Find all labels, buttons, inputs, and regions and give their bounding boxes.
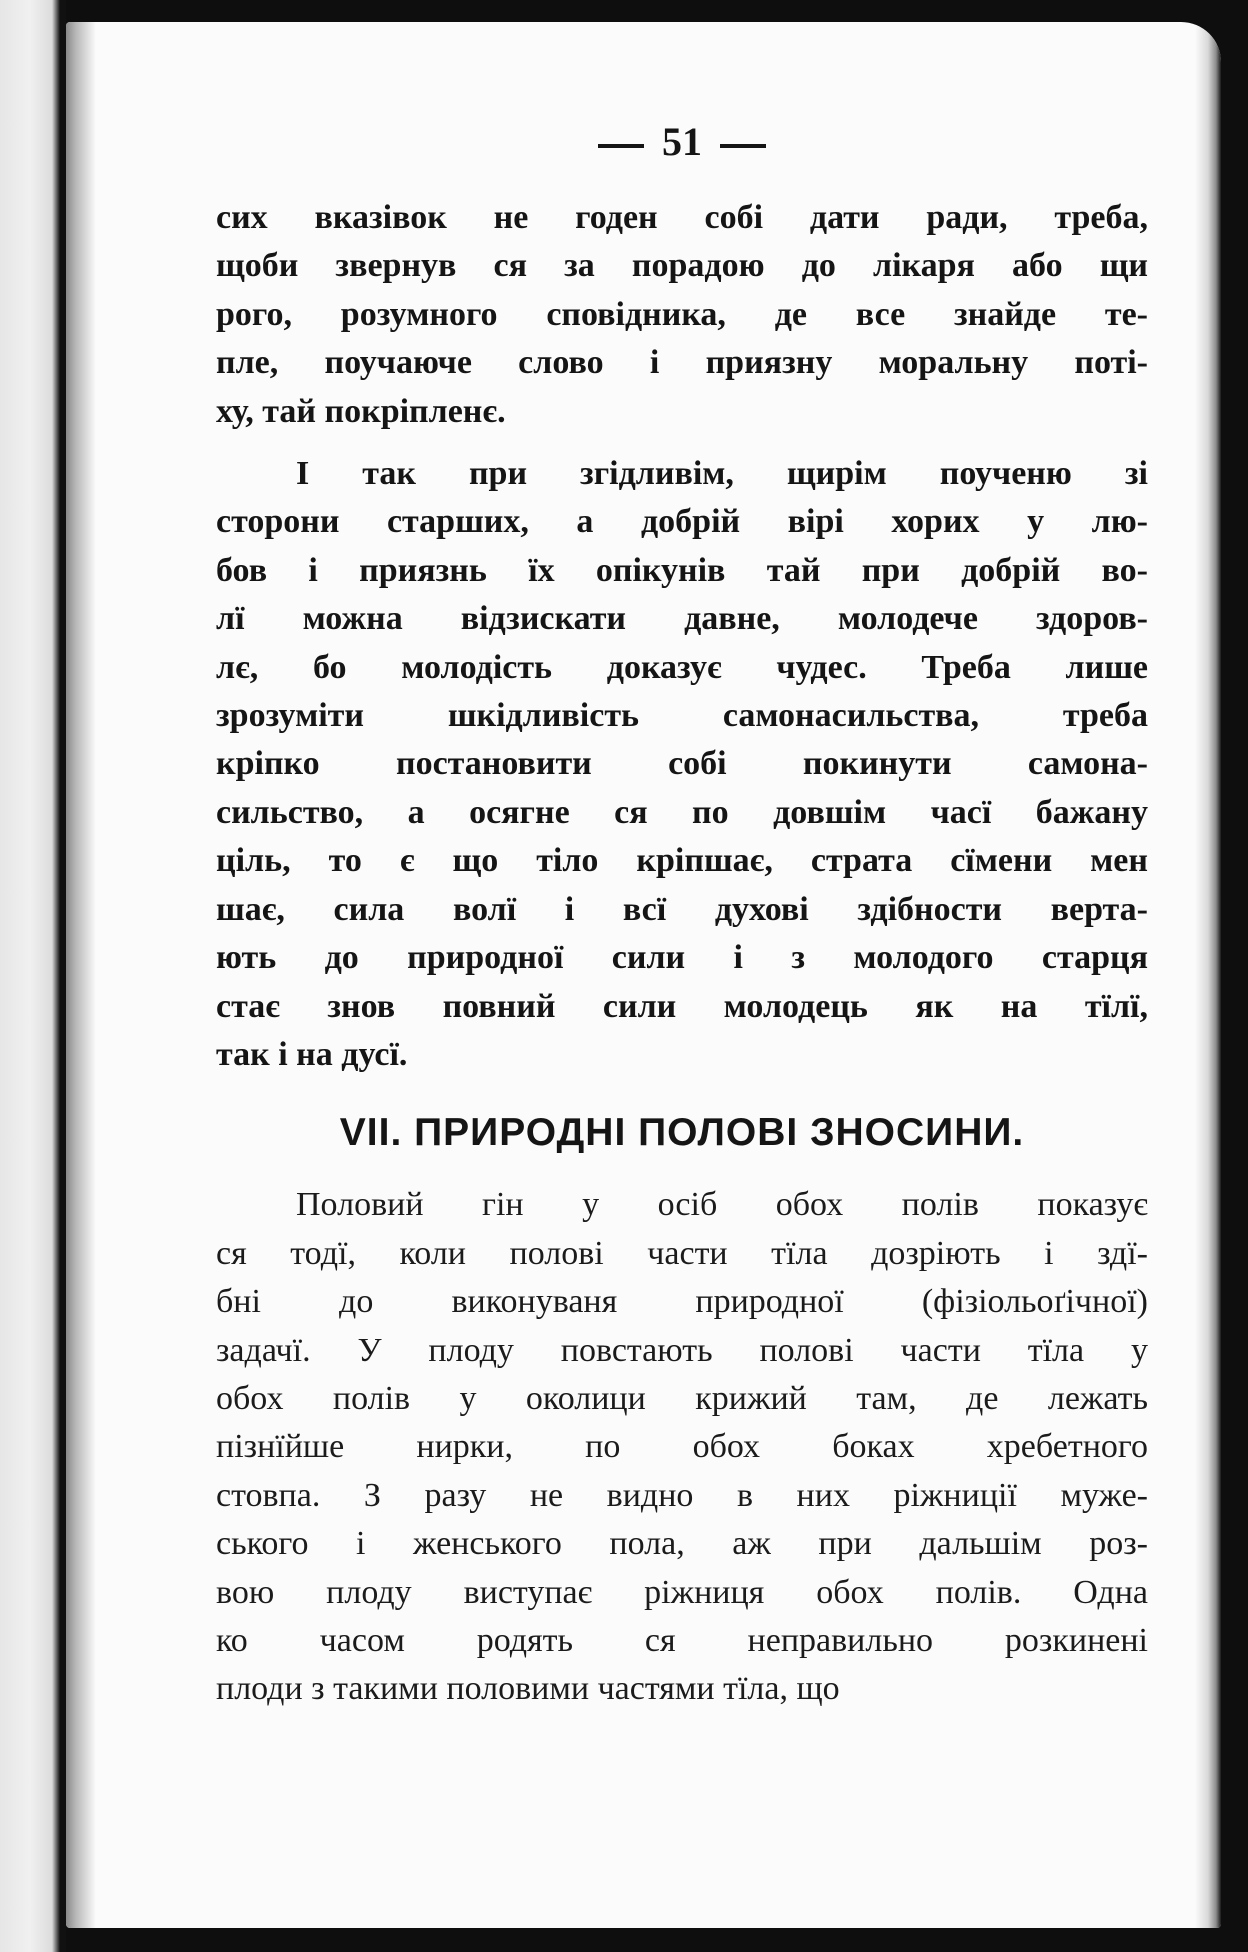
text-line: лє, бо молодість доказує чудес. Треба лише — [216, 648, 1148, 686]
dash-right — [720, 144, 766, 148]
text-line: стовпа. З разу не видно в них ріжниції муже- — [216, 1476, 1148, 1514]
text-line: вою плоду виступає ріжниця обох полів. Одна — [216, 1573, 1148, 1611]
paragraph — [216, 450, 1148, 1079]
text-line: ського і женського пола, аж при дальшім роз- — [216, 1525, 1148, 1563]
text-line: зрозуміти шкідливість самонасильства, треба — [216, 697, 1148, 735]
text-line: ху, тай покріпленє. — [216, 392, 506, 430]
text-line: ють до природної сили і з молодого старця — [216, 939, 1148, 977]
text-line: пле, поучаюче слово і приязну моральну поті- — [216, 344, 1148, 382]
text-line: Половий гін у осіб обох полів показує — [296, 1186, 1148, 1224]
text-line: пізнїйше нирки, по обох боках хребетного — [216, 1428, 1148, 1466]
text-line: сих вказівок не годен собі дати ради, треба, — [216, 199, 1148, 236]
book-page — [66, 22, 1221, 1928]
text-line: шає, сила волї і всї духові здібности верта- — [216, 890, 1148, 928]
text-line: стає знов повний сили молодець як на тїлї, — [216, 987, 1148, 1025]
page-text — [216, 118, 1148, 1714]
adjacent-page-edge — [0, 0, 66, 1952]
text-line: кріпко постановити собі покинути самона- — [216, 745, 1148, 783]
text-line: бні до виконуваня природної (фізіольоґічної) — [216, 1283, 1148, 1321]
section-heading: VII. ПРИРОДНІ ПОЛОВІ ЗНОСИНИ. — [339, 1111, 1025, 1155]
text-line: бов і приязнь їх опікунів тай при добрій во- — [216, 551, 1148, 589]
page-number-header — [216, 118, 1148, 166]
text-line: щоби звернув ся за порадою до лікаря або щи — [216, 247, 1148, 285]
page-number: 51 — [662, 119, 702, 164]
text-line: ся тодї, коли полові части тїла дозріють і здї- — [216, 1234, 1148, 1272]
text-line: сильство, а осягне ся по довшім часї бажану — [216, 793, 1148, 831]
text-line: ко часом родять ся неправильно розкинені — [216, 1621, 1148, 1659]
text-line: І так при згідливім, щирім поученю зі — [296, 455, 1148, 493]
bottom-paragraphs — [216, 1181, 1148, 1713]
text-line: лї можна відзискати давне, молодече здоров- — [216, 600, 1148, 638]
paragraph — [216, 1181, 1148, 1713]
paragraph — [216, 194, 1148, 436]
top-paragraphs — [216, 194, 1148, 1079]
dash-left — [598, 144, 644, 148]
text-line: обох полів у околици крижий там, де лежать — [216, 1379, 1148, 1417]
text-line: так і на дусї. — [216, 1035, 408, 1073]
text-line: сторони старших, а добрій вірі хорих у лю- — [216, 503, 1148, 541]
text-line: плоди з такими половими частями тїла, що — [216, 1670, 840, 1708]
text-line: задачї. У плоду повстають полові части тїла у — [216, 1331, 1148, 1369]
text-line: рого, розумного сповідника, де все знайде те- — [216, 295, 1148, 333]
gutter-shadow — [66, 22, 96, 1928]
page-edge-shadow — [1195, 22, 1221, 1928]
text-line: ціль, то є що тіло кріпшає, страта сїмени мен — [216, 842, 1148, 880]
